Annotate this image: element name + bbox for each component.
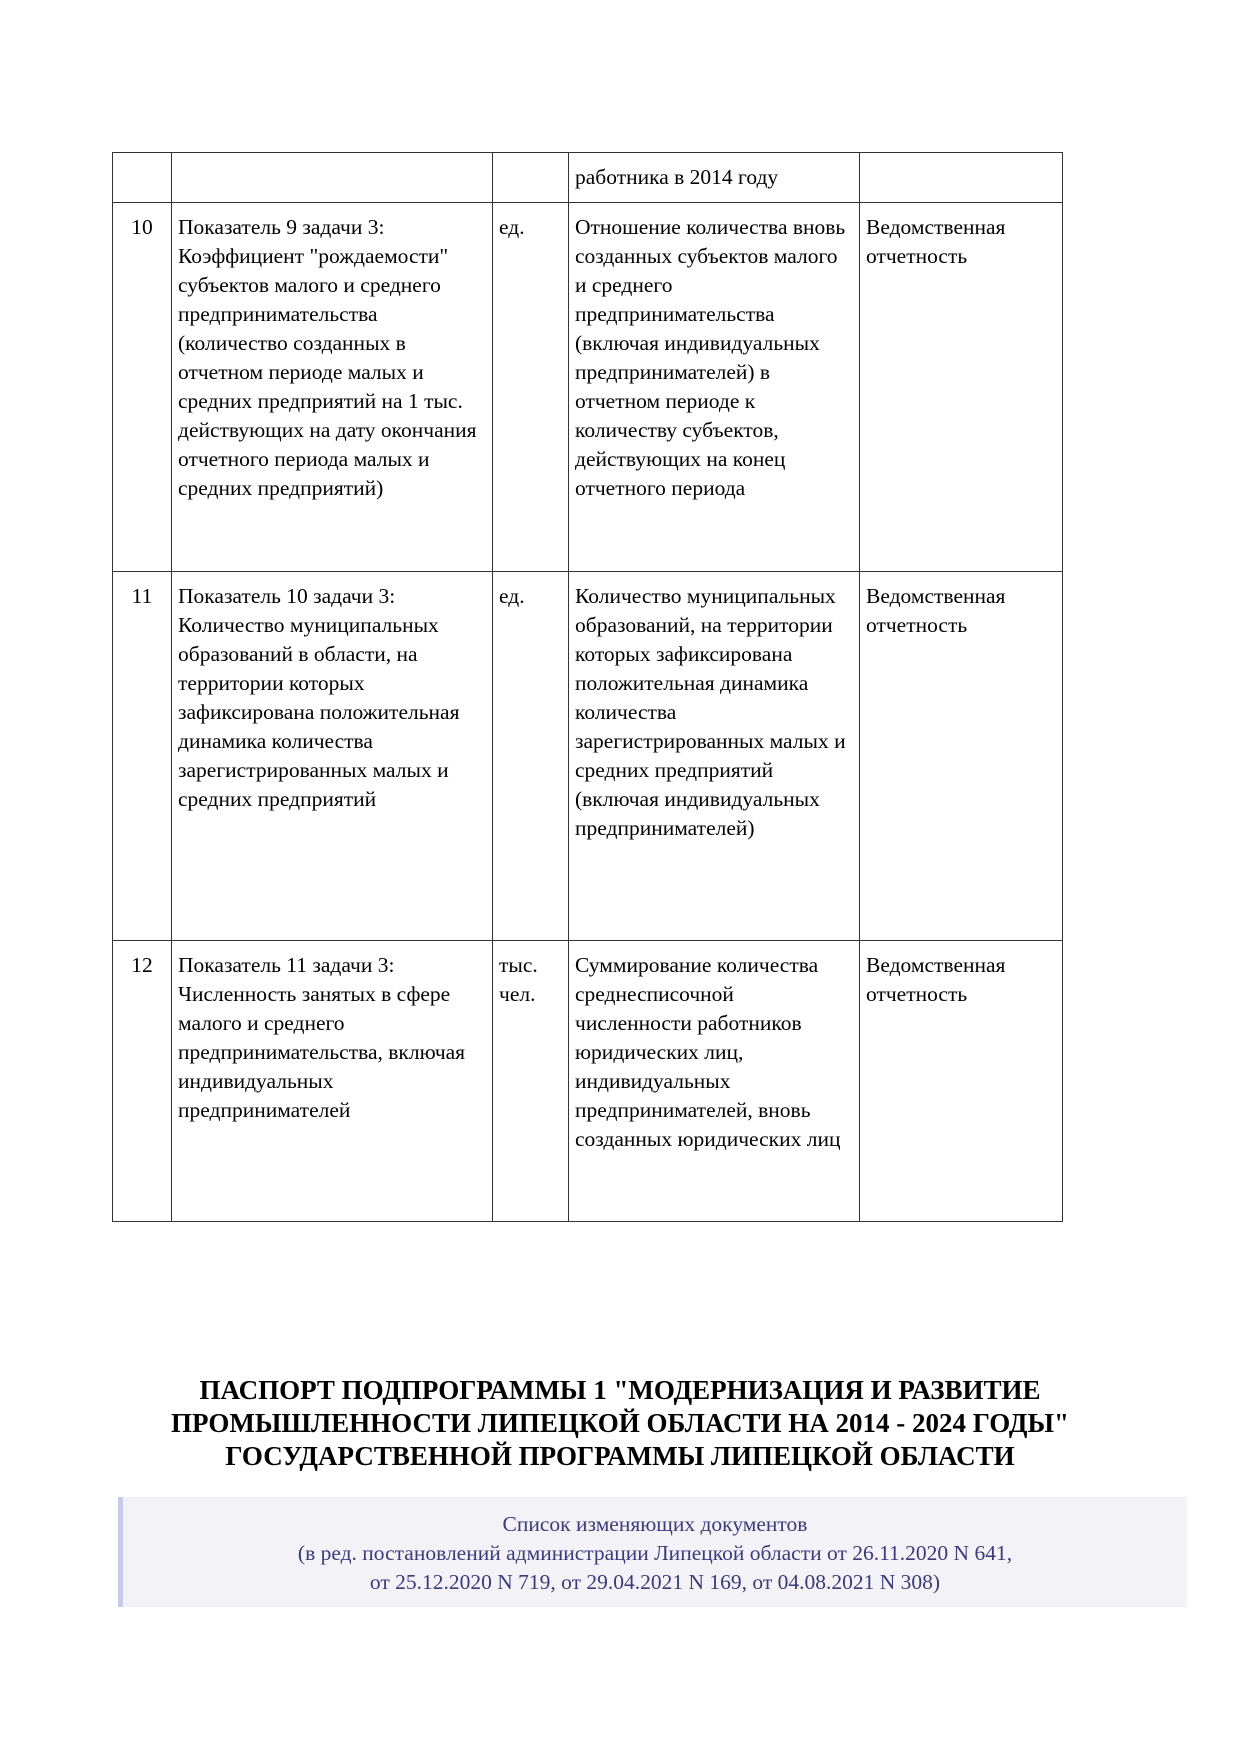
table-row [113, 572, 1063, 941]
amendments-line: от 25.12.2020 N 719, от 29.04.2021 N 169, от 04.08.2021 N 308) [369, 1570, 941, 1594]
indicator-unit: ед. [493, 203, 569, 572]
amendments-box [118, 1497, 1187, 1607]
indicator-name [172, 153, 493, 203]
section-title-line: ПАСПОРТ ПОДПРОГРАММЫ 1 "МОДЕРНИЗАЦИЯ И РАЗВИТИЕ [199, 1375, 1041, 1405]
indicator-unit: ед. [493, 572, 569, 941]
indicator-unit [493, 153, 569, 203]
amendments-heading: Список изменяющих документов [502, 1512, 808, 1536]
row-number: 12 [113, 941, 172, 1222]
data-source: Ведомственная отчетность [860, 572, 1063, 941]
table-row [113, 941, 1063, 1222]
amendments-line: (в ред. постановлений администрации Липецкой области от 26.11.2020 N 641, [297, 1541, 1013, 1565]
section-title-line: ГОСУДАРСТВЕННОЙ ПРОГРАММЫ ЛИПЕЦКОЙ ОБЛАСТИ [225, 1441, 1015, 1471]
row-number: 10 [113, 203, 172, 572]
calculation-method: Количество муниципальных образований, на территории которых зафиксирована положительная динамика количества зарегистрированных малых и средних предприятий (включая индивидуальных предпринимателей) [569, 572, 860, 941]
table-row [113, 153, 1063, 203]
indicator-unit: тыс. чел. [493, 941, 569, 1222]
indicator-name: Показатель 9 задачи 3: Коэффициент "рождаемости" субъектов малого и среднего предпринимательства (количество созданных в отчетном периоде малых и средних предприятий на 1 тыс. действующих на дату окончания отчетного периода малых и средних предприятий) [172, 203, 493, 572]
calculation-method: Суммирование количества среднесписочной численности работников юридических лиц, индивидуальных предпринимателей, вновь созданных юридических лиц [569, 941, 860, 1222]
table-row [113, 203, 1063, 572]
row-number: 11 [113, 572, 172, 941]
indicator-name: Показатель 10 задачи 3: Количество муниципальных образований в области, на территории которых зафиксирована положительная динамика количества зарегистрированных малых и средних предприятий [172, 572, 493, 941]
row-number [113, 153, 172, 203]
data-source [860, 153, 1063, 203]
section-title [0, 1374, 1240, 1473]
data-source: Ведомственная отчетность [860, 941, 1063, 1222]
data-source: Ведомственная отчетность [860, 203, 1063, 572]
calculation-method: работника в 2014 году [569, 153, 860, 203]
indicators-table [112, 152, 1063, 1222]
indicator-name: Показатель 11 задачи 3: Численность занятых в сфере малого и среднего предпринимательства, включая индивидуальных предпринимателей [172, 941, 493, 1222]
section-title-line: ПРОМЫШЛЕННОСТИ ЛИПЕЦКОЙ ОБЛАСТИ НА 2014 - 2024 ГОДЫ" [171, 1408, 1069, 1438]
calculation-method: Отношение количества вновь созданных субъектов малого и среднего предпринимательства (включая индивидуальных предпринимателей) в отчетном периоде к количеству субъектов, действующих на конец отчетного периода [569, 203, 860, 572]
